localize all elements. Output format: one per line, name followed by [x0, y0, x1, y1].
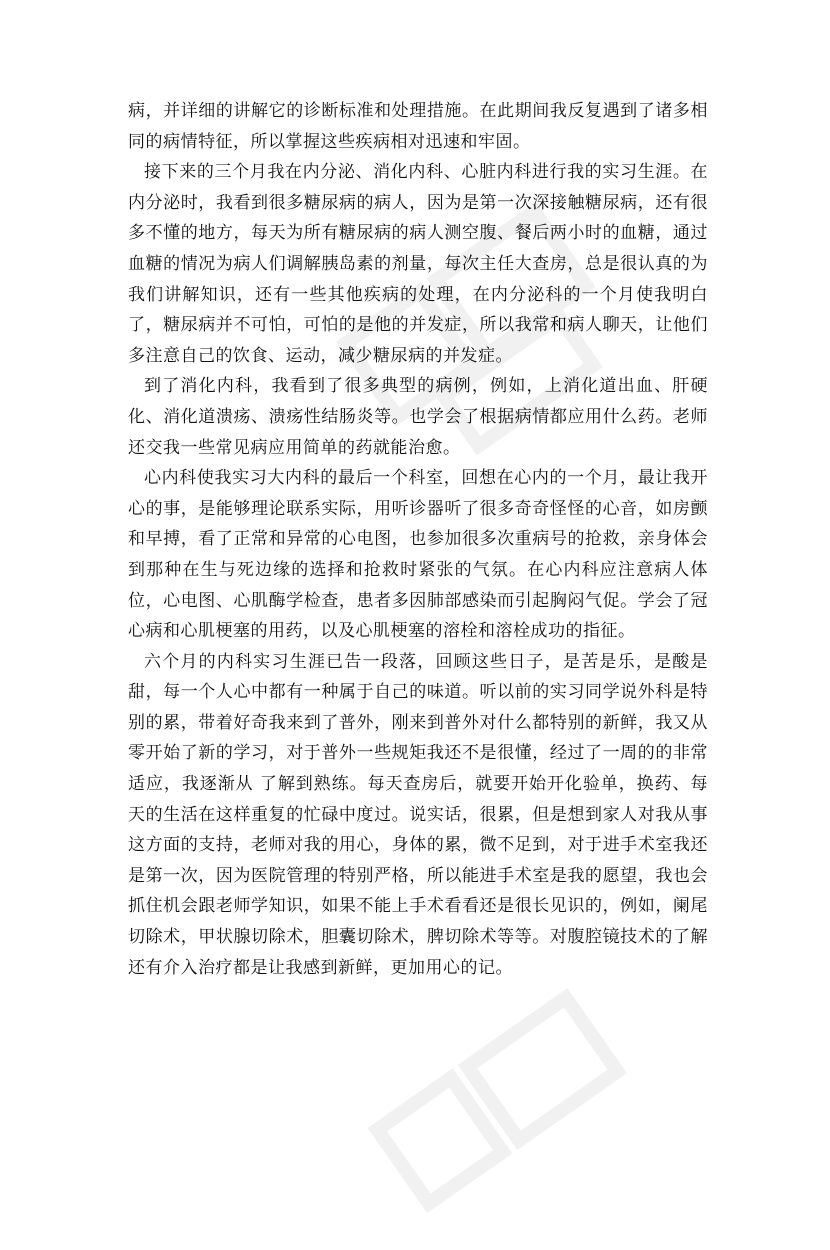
paragraph-endocrinology: 接下来的三个月我在内分泌、消化内科、心脏内科进行我的实习生涯。在内分泌时，我看到很多糖尿病的病人，因为是第一次深接触糖尿病，还有很多不懂的地方，每天为所有糖尿病的病人测空腹、餐后两小时的血糖，通过血糖的情况为病人们调解胰岛素的剂量，每次主任大查房，总是很认真的为我们讲解知识，还有一些其他疾病的处理，在内分泌科的一个月使我明白了，糖尿病并不可怕，可怕的是他的并发症，所以我常和病人聊天，让他们多注意自己的饮食、运动，减少糖尿病的并发症。	[128, 162, 708, 366]
document-body	[128, 96, 708, 983]
watermark-logo-bottom	[358, 970, 663, 1250]
paragraph-gastroenterology: 到了消化内科，我看到了很多典型的病例，例如，上消化道出血、肝硬化、消化道溃疡、溃疡性结肠炎等。也学会了根据病情都应用什么药。老师还交我一些常见病应用简单的药就能治愈。	[128, 376, 708, 458]
paragraph-continuation: 病，并详细的讲解它的诊断标准和处理措施。在此期间我反复遇到了诸多相同的病情特征，所以掌握这些疾病相对迅速和牢固。	[128, 101, 708, 152]
paragraph-general-surgery: 六个月的内科实习生涯已告一段落，回顾这些日子，是苦是乐，是酸是甜，每一个人心中都有一种属于自己的味道。听以前的实习同学说外科是特别的累，带着好奇我来到了普外，刚来到普外对什么都特别的新鲜，我又从零开始了新的学习，对于普外一些规矩我还不是很懂，经过了一周的的非常适应，我逐渐从 了解到熟练。每天查房后，就要开始开化验单，换药、每天的生活在这样重复的忙碌中度过。说实话，很累，但是想到家人对我从事这方面的支持，老师对我的用心，身体的累，微不足到，对于进手术室我还是第一次，因为医院管理的特别严格，所以能进手术室是我的愿望，我也会抓住机会跟老师学知识，如果不能上手术看看还是很长见识的，例如，阑尾切除术，甲状腺切除术，胆囊切除术，脾切除术等等。对腹腔镜技术的了解还有介入治疗都是让我感到新鲜，更加用心的记。	[128, 651, 708, 978]
paragraph-cardiology: 心内科使我实习大内科的最后一个科室，回想在心内的一个月，最让我开心的事，是能够理论联系实际，用听诊器听了很多奇奇怪怪的心音，如房颤和早搏，看了正常和异常的心电图，也参加很多次重病号的抢救，亲身体会到那种在生与死边缘的选择和抢救时紧张的气氛。在心内科应注意病人体位，心电图、心肌酶学检查，患者多因肺部感染而引起胸闷气促。学会了冠心病和心肌梗塞的用药，以及心肌梗塞的溶栓和溶栓成功的指征。	[128, 468, 708, 642]
